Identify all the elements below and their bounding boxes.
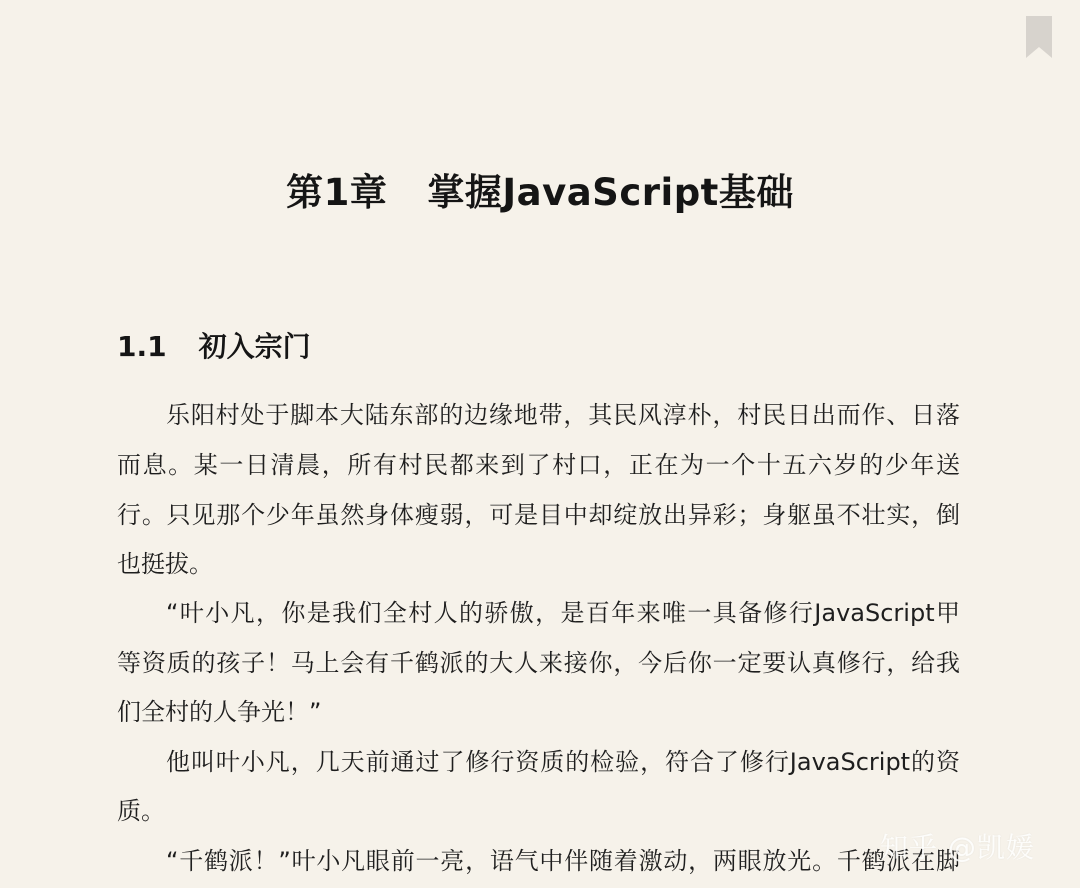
bookmark-icon[interactable] [1026,16,1052,58]
watermark: 知乎 @凯媛 [880,831,1035,864]
body-line: 质。 [117,797,165,825]
section-title [117,325,311,365]
body-line: 也挺拔。 [117,550,213,578]
body-line: “千鹤派！”叶小凡眼前一亮，语气中伴随着激动，两眼放光。千鹤派在脚 [166,847,960,875]
section-name: 初入宗门 [198,330,311,363]
section-number: 1.1 [117,330,167,363]
body-line: 们全村的人争光！” [117,698,322,726]
body-line: 等资质的孩子！马上会有千鹤派的大人来接你，今后你一定要认真修行，给我 [117,649,960,677]
chapter-number: 第1章 [286,171,388,214]
body-line: “叶小凡，你是我们全村人的骄傲，是百年来唯一具备修行JavaScript甲 [166,599,960,627]
body-line: 行。只见那个少年虽然身体瘦弱，可是目中却绽放出异彩；身躯虽不壮实，倒 [117,501,960,529]
chapter-title [0,162,1080,216]
chapter-name: 掌握JavaScript基础 [427,171,794,214]
body-line: 乐阳村处于脚本大陆东部的边缘地带，其民风淳朴，村民日出而作、日落 [166,401,960,429]
body-line: 而息。某一日清晨，所有村民都来到了村口，正在为一个十五六岁的少年送 [117,451,960,479]
body-line: 他叫叶小凡，几天前通过了修行资质的检验，符合了修行JavaScript的资 [166,748,960,776]
